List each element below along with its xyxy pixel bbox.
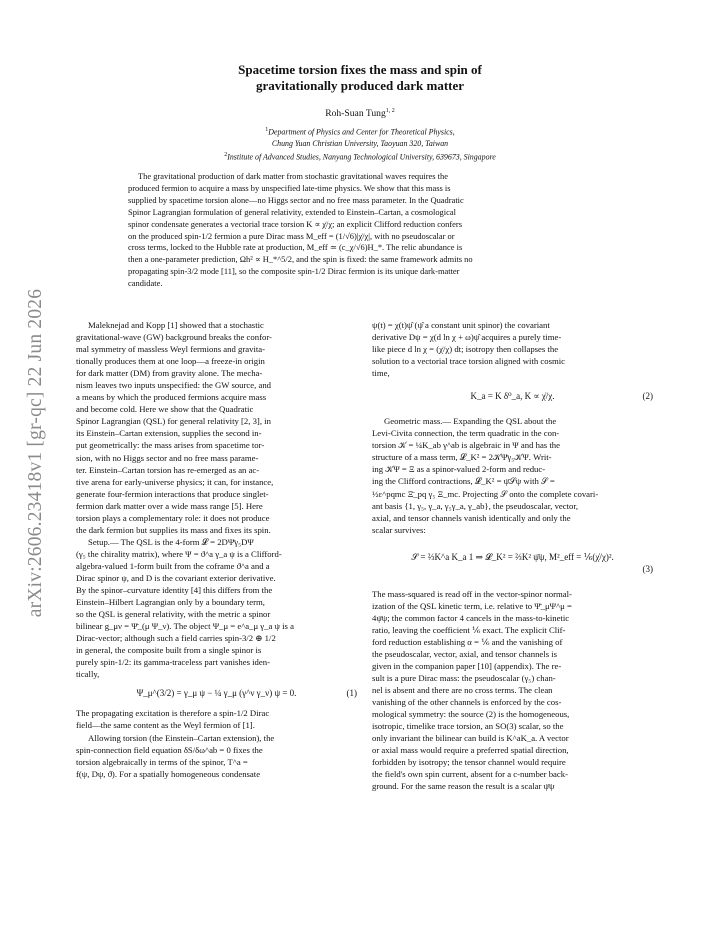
body-line: time,	[372, 368, 390, 379]
body-line: structure of a mass term, 𝓛_K² = 2𝒦Ψ̄γ₅𝒦Ψ. Writ-	[372, 452, 552, 463]
body-line: 4ψ̄ψ; the common factor 4 cancels in the mass-to-kinetic	[372, 612, 570, 623]
affiliation-1	[100, 125, 620, 149]
left-column	[76, 319, 357, 780]
body-line: vanishing of the other channels is enforced by the cos-	[372, 697, 562, 708]
body-line: derivative Dψ = χ(d ln χ + ω)ψ̂ acquires a purely time-	[372, 332, 562, 343]
body-line: algebra-valued 1-form built from the coframe ϑ^a and a	[76, 560, 270, 571]
body-line: gravitational-wave (GW) background breaks the confor-	[76, 332, 272, 343]
body-line: sult is a pure Dirac mass: the pseudoscalar (γ₅) chan-	[372, 673, 556, 684]
body-line: purely spin-1/2: its gamma-traceless part vanishes iden-	[76, 657, 270, 668]
title-line-2: gravitationally produced dark matter	[255, 78, 465, 93]
affiliation-2-mark: 2	[224, 152, 228, 158]
abstract-line: The gravitational production of dark matter from stochastic gravitational waves requires the	[138, 171, 448, 181]
equation-1	[76, 686, 357, 700]
body-line: Levi-Civita connection, the term quadratic in the con-	[372, 428, 560, 439]
body-line: or axial mass would require a preferred spatial direction,	[372, 745, 569, 756]
right-column	[372, 319, 653, 793]
author-name: Roh-Suan Tung	[325, 108, 386, 120]
body-line: the dark fermion but supplies its mass and fixes its spin.	[76, 524, 271, 535]
body-line: f(ψ, Dψ, ϑ). For a spatially homogeneous condensate	[76, 768, 261, 779]
arxiv-side-stamp	[22, 265, 50, 640]
body-line: spin-connection field equation δS/δω^ab = 0 fixes the	[76, 744, 263, 755]
body-line: isotropic, timelike trace torsion, an SO(3) scalar, so the	[372, 721, 564, 732]
abstract-line: cross terms, locked to the Hubble rate at production, M_eff ≃ (c_χ/√6)H_*. The relic abundance is	[128, 242, 463, 253]
body-line: so the QSL is general relativity, with the metric a spinor	[76, 609, 271, 620]
body-line: ford reduction establishing α = ⅙ and the vanishing of	[372, 636, 563, 647]
abstract-line: Spinor Lagrangian formulation of general relativity, extended to Einstein–Cartan, a cosmological	[128, 206, 456, 217]
body-line: torsion plays a complementary role: it does not produce	[76, 512, 270, 523]
body-line: fermion dark matter over a wide mass range [5]. Here	[76, 500, 263, 511]
equation-1-number: (1)	[346, 688, 357, 699]
affiliation-2	[100, 150, 620, 163]
spin-paragraph	[76, 707, 357, 731]
equation-2	[372, 389, 653, 403]
abstract-line: then a one-parameter prediction, Ωh² ∝ H_*^5/2, and the spin is fixed: the same framework admits no	[128, 254, 473, 265]
affiliation-1-line-2: Chung Yuan Christian University, Taoyuan 320, Taiwan	[271, 138, 449, 148]
torsion-paragraph	[76, 732, 357, 780]
body-line: the field's own spin current, absent for a c-number back-	[372, 769, 568, 780]
equation-3	[372, 546, 653, 574]
body-line: The propagating excitation is therefore a spin-1/2 Dirac	[76, 708, 270, 719]
body-line: Allowing torsion (the Einstein–Cartan extension), the	[88, 732, 275, 743]
body-line: torsion algebraically in terms of the spinor, T^a =	[76, 756, 248, 767]
body-line: Dirac spinor ψ, and D is the covariant exterior derivative.	[76, 572, 276, 583]
equation-1-body: Ψ_μ^(3/2) = γ_μ ψ − ¼ γ_μ (γ^ν γ_ν) ψ = 0.	[136, 688, 297, 699]
body-line: tically,	[76, 669, 100, 680]
body-line: (γ₅ the chirality matrix), where Ψ = ϑ^a γ_a ψ is a Clifford-	[76, 548, 282, 559]
body-line: given in the companion paper [10] (appendix). The re-	[372, 660, 562, 671]
condensate-paragraph	[372, 319, 653, 379]
body-line: Maleknejad and Kopp [1] showed that a stochastic	[88, 320, 264, 330]
body-line: tive arena for early-universe physics; it can, for instance,	[76, 476, 274, 487]
equation-2-number: (2)	[642, 391, 653, 402]
body-line: ization of the QSL kinetic term, i.e. relative to Ψ̄_μΨ^μ =	[372, 600, 572, 611]
body-line: only invariant the bilinear can build is K^aK_a. A vector	[372, 733, 569, 744]
body-line: By the spinor–curvature identity [4] this differs from the	[76, 585, 273, 596]
body-line: Geometric mass.— Expanding the QSL about the	[384, 416, 557, 427]
body-line: ground. For the same reason the result is a scalar ψ̄ψ	[372, 781, 555, 792]
body-line: torsion 𝒦 = ¼K_ab γ^ab is algebraic in Ψ and has the	[372, 440, 560, 451]
body-line: nel is absent and there are no cross terms. The clean	[372, 685, 553, 696]
body-line: Setup.— The QSL is the 4-form 𝓛 = 2DΨ̄γ₅DΨ	[88, 536, 254, 547]
abstract	[128, 171, 596, 290]
setup-paragraph	[76, 536, 357, 681]
geometric-mass-paragraph	[372, 415, 653, 535]
body-line: its Einstein–Cartan extension, supplies the second in-	[76, 428, 262, 439]
mass-normalization-paragraph	[372, 588, 653, 793]
body-line: ter. Einstein–Cartan torsion has re-emerged as an ac-	[76, 464, 260, 475]
equation-2-body: K_a = K δ⁰_a, K ∝ χ̇/χ.	[470, 391, 555, 402]
body-line: field—the same content as the Weyl fermion of [1].	[76, 720, 255, 731]
body-line: sion, with no Higgs sector and no free mass parame-	[76, 452, 259, 463]
body-line: tionally produces them at one loop—a freeze-in origin	[76, 356, 265, 367]
paper-title	[120, 62, 600, 94]
author-affiliation-marks: 1, 2	[385, 108, 395, 114]
abstract-line: candidate.	[128, 278, 163, 289]
body-line: in general, the composite built from a single spinor is	[76, 645, 262, 656]
body-line: ing 𝒦Ψ = Ξ as a spinor-valued 2-form and reduc-	[372, 464, 546, 475]
abstract-line: produced fermion to acquire a mass by unspecified late-time physics. We show that this mass is	[128, 182, 451, 193]
affiliation-1-line-1: Department of Physics and Center for Theoretical Physics,	[268, 127, 455, 137]
body-line: mological symmetry: the source (2) is the homogeneous,	[372, 709, 570, 720]
body-line: like piece d ln χ = (χ̇/χ) dt; isotropy then collapses the	[372, 344, 559, 355]
body-line: put geometrically: the mass arises from spacetime tor-	[76, 440, 265, 451]
body-line: The mass-squared is read off in the vector-spinor normal-	[372, 588, 572, 599]
body-line: a means by which the produced fermions acquire mass	[76, 392, 267, 403]
body-line: scalar survives:	[372, 524, 426, 535]
body-line: ratio, leaving the coefficient ⅙ exact. The explicit Clif-	[372, 624, 566, 635]
body-line: solution to a vectorial trace torsion aligned with cosmic	[372, 356, 566, 367]
abstract-line: spinor condensate generates a vectorial trace torsion K ∝ χ̇/χ; an explicit Clifford reduction confers	[128, 218, 463, 229]
body-line: ½ε^pqmc Ξ̄_pq γ₅ Ξ_mc. Projecting 𝒮 onto the complete covari-	[372, 488, 599, 499]
body-line: Spinor Lagrangian (QSL) for general relativity [2, 3], in	[76, 416, 271, 427]
body-line: Einstein–Hilbert Lagrangian only by a boundary term,	[76, 597, 265, 608]
body-line: ψ(t) = χ(t)ψ̂ (ψ̂ a constant unit spinor) the covariant	[372, 320, 550, 330]
abstract-line: supplied by spacetime torsion alone—no Higgs sector and no free mass parameter. In the Quadratic	[128, 194, 464, 205]
body-line: axial, and tensor channels vanish identically and only the	[372, 512, 571, 523]
title-line-1: Spacetime torsion fixes the mass and spin of	[238, 62, 482, 77]
body-line: and become cold. Here we show that the Quadratic	[76, 404, 254, 415]
affiliation-2-line-1: Institute of Advanced Studies, Nanyang Technological University, 639673, Singapore	[227, 152, 496, 162]
affiliation-1-mark: 1	[265, 127, 269, 133]
body-line: nism leaves two inputs unspecified: the GW source, and	[76, 380, 272, 391]
equation-3-body: 𝒮 = ⅔K^a K_a 1 ⇒ 𝓛_K² = ⅔K² ψ̄ψ, M²_eff = ⅙(χ̇/χ)².	[411, 551, 614, 562]
body-line: generate four-fermion interactions that produce singlet-	[76, 488, 269, 499]
body-line: ing the Clifford contractions, 𝓛_K² = ψ̄𝒮ψ with 𝒮 =	[372, 476, 555, 487]
body-line: mal symmetry of massless Weyl fermions and gravita-	[76, 344, 266, 355]
body-line: for dark matter (DM) from gravity alone. The mecha-	[76, 368, 263, 379]
arxiv-identifier: arXiv:2606.23418v1 [gr-qc] 22 Jun 2026	[25, 288, 46, 617]
body-line: bilinear g_μν = Ψ̄_(μ Ψ_ν). The object Ψ_μ = e^a_μ γ_a ψ is a	[76, 621, 294, 632]
body-line: Dirac-vector; although such a field carries spin-3/2 ⊕ 1/2	[76, 633, 276, 644]
author-line	[120, 108, 600, 119]
body-line: forbidden by isotropy; the tensor channel would require	[372, 757, 566, 768]
body-line: ant basis {1, γ₅, γ_a, γ₅γ_a, γ_ab}, the pseudoscalar, vector,	[372, 500, 579, 511]
abstract-line: propagating spin-3/2 mode [11], so the composite spin-1/2 Dirac fermion is its unique dark-matter	[128, 266, 460, 277]
equation-3-number: (3)	[642, 563, 653, 574]
abstract-line: on the produced spin-1/2 fermion a pure Dirac mass M_eff = (1/√6)|χ̇/χ|, with no pseudoscalar or	[128, 230, 455, 241]
intro-paragraph	[76, 319, 357, 536]
body-line: the pseudoscalar, vector, axial, and tensor channels is	[372, 648, 558, 659]
